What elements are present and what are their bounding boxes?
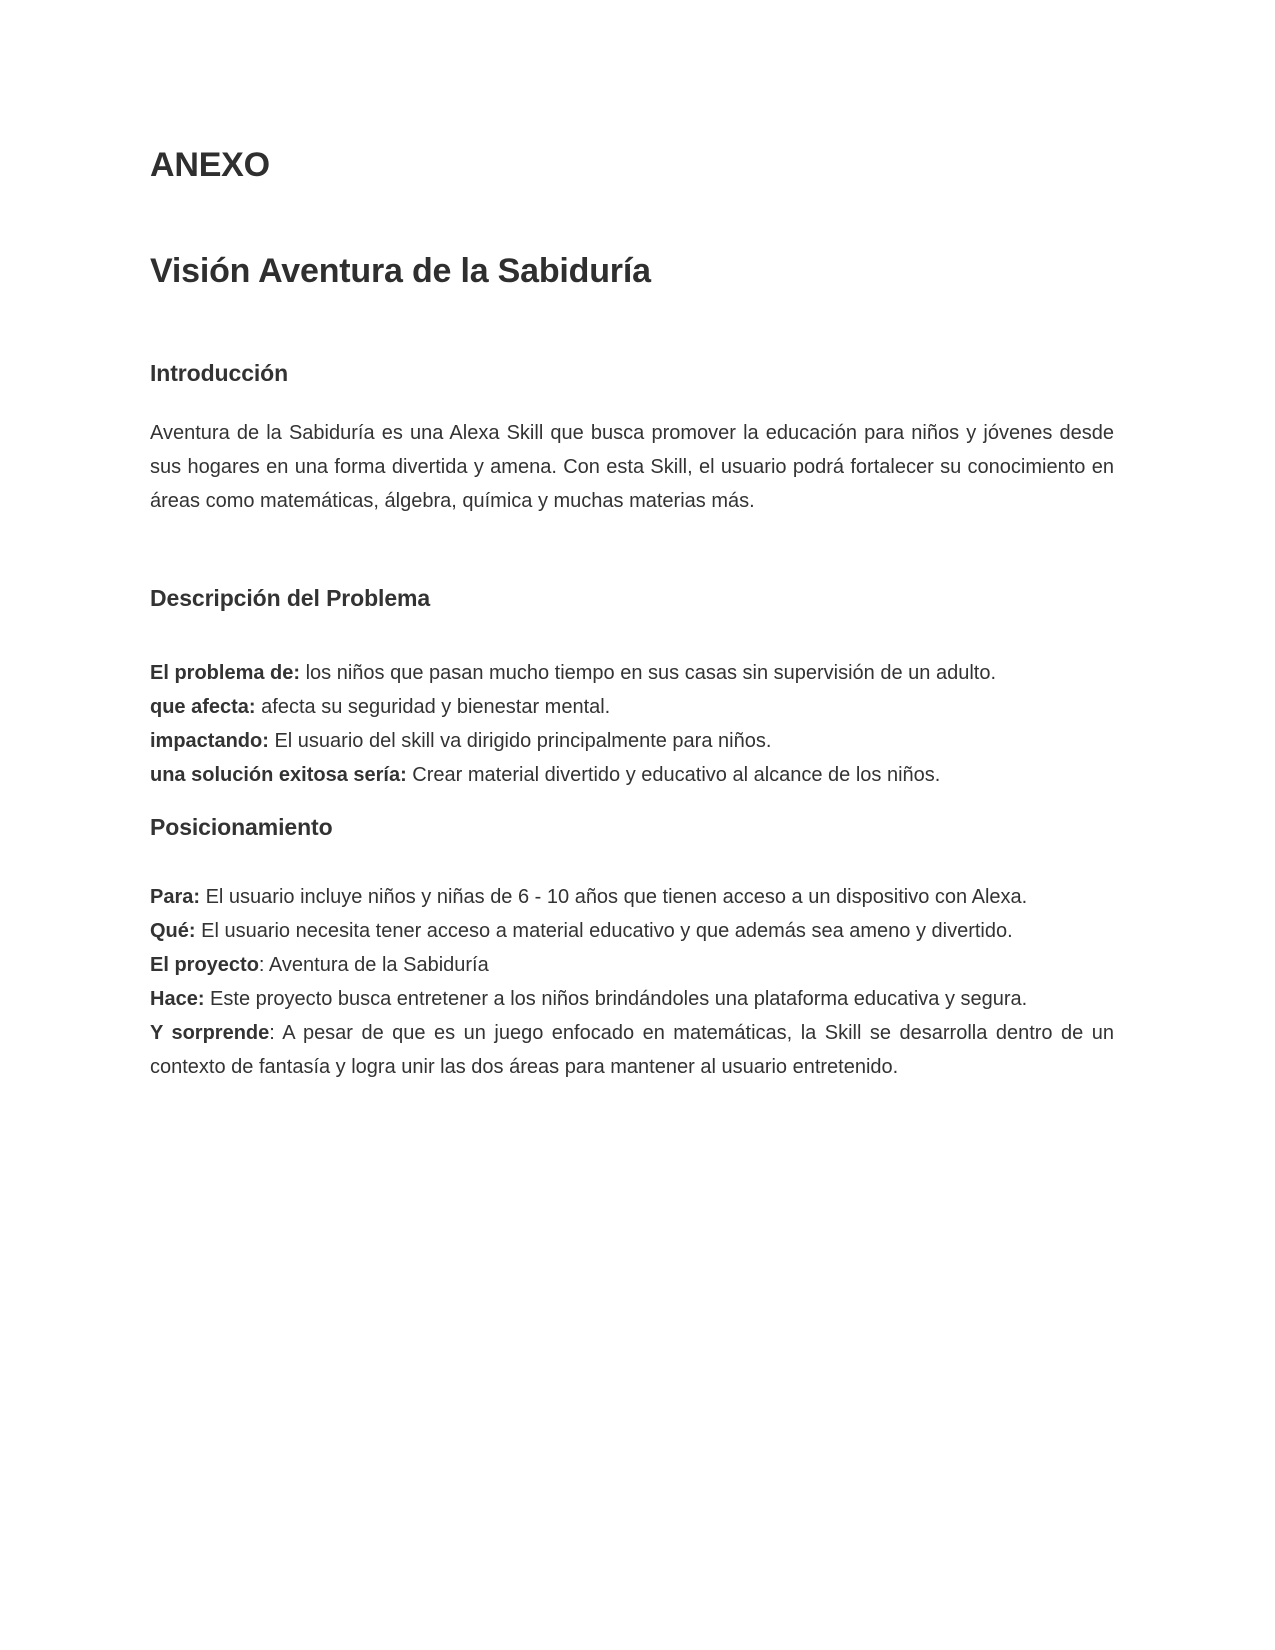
problem-item-text: los niños que pasan mucho tiempo en sus casas sin supervisión de un adulto. [300, 662, 997, 684]
positioning-item-text: : A pesar de que es un juego enfocado en matemáticas, la Skill se desarrolla dentro de un contexto de fantasía y logra unir las dos áreas para mantener al usuario entretenido. [150, 1022, 1115, 1078]
introduction-heading: Introducción [150, 360, 289, 386]
positioning-item-label: Hace: [150, 988, 205, 1010]
problem-item-text: afecta su seguridad y bienestar mental. [255, 696, 611, 718]
problem-item-text: El usuario del skill va dirigido principalmente para niños. [268, 730, 772, 752]
positioning-list [150, 880, 1114, 1084]
positioning-item [150, 982, 1114, 1016]
positioning-item-text: Este proyecto busca entretener a los niños brindándoles una plataforma educativa y segura. [204, 988, 1028, 1010]
problem-heading: Descripción del Problema [150, 585, 431, 611]
positioning-item-label: Qué: [150, 920, 196, 942]
positioning-item [150, 914, 1114, 948]
annex-title: ANEXO [150, 146, 270, 184]
problem-item-label: El problema de: [150, 662, 301, 684]
positioning-item-text: El usuario incluye niños y niñas de 6 - 10 años que tienen acceso a un dispositivo con Alexa. [200, 886, 1028, 908]
positioning-item-text: El usuario necesita tener acceso a material educativo y que además sea ameno y divertido. [195, 920, 1013, 942]
introduction-text: Aventura de la Sabiduría es una Alexa Skill que busca promover la educación para niños y jóvenes desde sus hogares en una forma divertida y amena. Con esta Skill, el usuario podrá fortalecer su conocimiento en áreas como matemáticas, álgebra, química y muchas materias más. [150, 422, 1114, 512]
positioning-item [150, 1016, 1114, 1084]
positioning-heading: Posicionamiento [150, 814, 333, 840]
problem-item [150, 758, 1114, 792]
problem-item-label: una solución exitosa sería: [150, 764, 407, 786]
problem-item [150, 724, 1114, 758]
positioning-item [150, 880, 1114, 914]
positioning-item-text: : Aventura de la Sabiduría [258, 954, 489, 976]
problem-item [150, 656, 1114, 690]
positioning-item [150, 948, 1114, 982]
main-title: Visión Aventura de la Sabiduría [150, 252, 651, 290]
positioning-item-label: Para: [150, 886, 201, 908]
problem-item-label: impactando: [150, 730, 269, 752]
problem-list [150, 656, 1114, 792]
positioning-item-label: Y sorprende [150, 1022, 270, 1044]
problem-item [150, 690, 1114, 724]
problem-item-text: Crear material divertido y educativo al alcance de los niños. [406, 764, 941, 786]
positioning-item-label: El proyecto [150, 954, 259, 976]
problem-item-label: que afecta: [150, 696, 256, 718]
